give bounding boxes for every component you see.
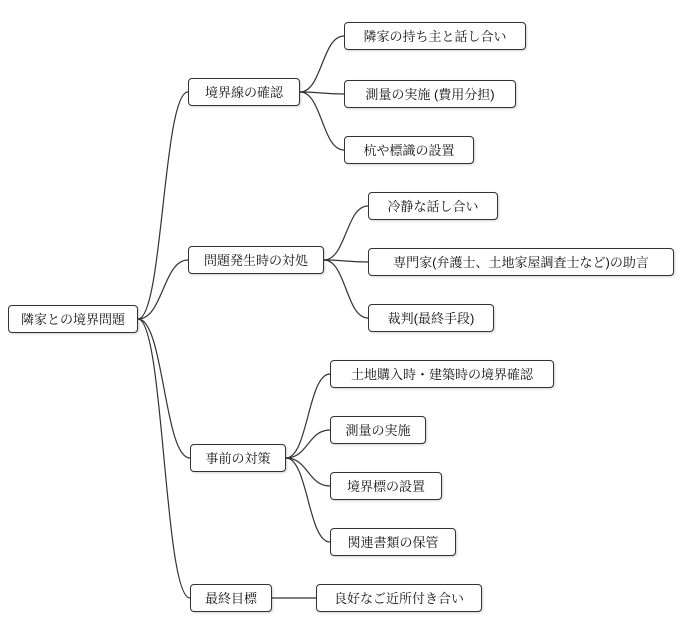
mindmap-node-b1: 境界線の確認 <box>188 78 300 106</box>
mindmap-edge <box>286 458 330 542</box>
mindmap-node-b3c4: 関連書類の保管 <box>330 528 456 556</box>
mindmap-node-b3c3: 境界標の設置 <box>330 472 442 500</box>
mindmap-node-b2c2: 専門家(弁護士、土地家屋調査士など)の助言 <box>368 248 674 276</box>
mindmap-edge <box>300 36 344 92</box>
mindmap-edge <box>324 206 368 260</box>
mindmap-edge <box>286 430 330 458</box>
mindmap-edge <box>300 92 344 150</box>
mindmap-node-b3: 事前の対策 <box>190 444 286 472</box>
mindmap-node-b1c2: 測量の実施 (費用分担) <box>344 80 516 108</box>
mindmap-root-node: 隣家との境界問題 <box>8 305 138 333</box>
mindmap-node-b2c1: 冷静な話し合い <box>368 192 498 220</box>
mindmap-edge <box>138 92 188 319</box>
mindmap-node-b2: 問題発生時の対処 <box>188 246 324 274</box>
mindmap-edge <box>138 319 190 598</box>
mindmap-node-b4: 最終目標 <box>190 584 272 612</box>
mindmap-node-b4c1: 良好なご近所付き合い <box>316 584 482 612</box>
mindmap-node-b3c2: 測量の実施 <box>330 416 426 444</box>
mindmap-node-b1c1: 隣家の持ち主と話し合い <box>344 22 526 50</box>
mindmap-edge <box>286 458 330 486</box>
mindmap-edge <box>324 260 368 318</box>
mindmap-node-b2c3: 裁判(最終手段) <box>368 304 494 332</box>
mindmap-node-b1c3: 杭や標識の設置 <box>344 136 474 164</box>
mindmap-node-b3c1: 土地購入時・建築時の境界確認 <box>330 360 554 388</box>
mindmap-edge <box>286 374 330 458</box>
mindmap-edge <box>138 319 190 458</box>
